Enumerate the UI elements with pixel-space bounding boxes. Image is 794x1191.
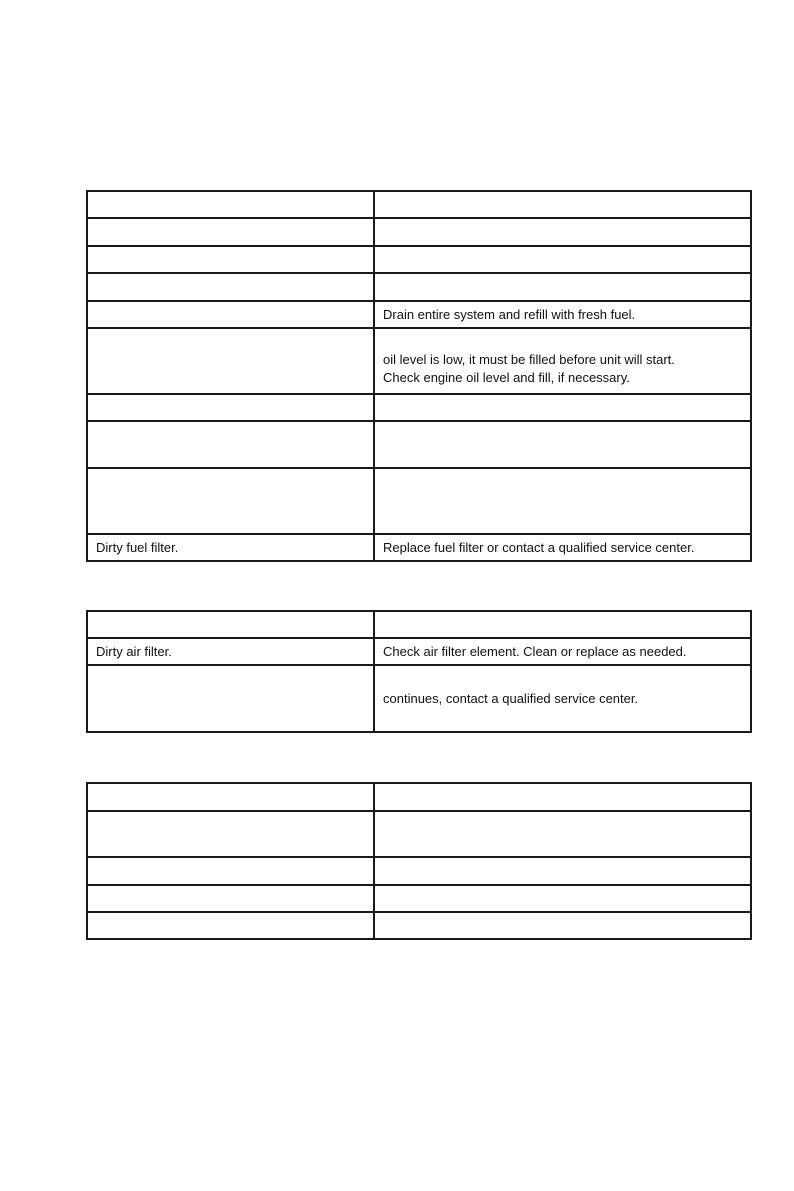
remedy-text: Replace fuel filter or contact a qualified service center. <box>383 539 695 555</box>
cause-cell <box>87 218 374 246</box>
table-row <box>87 421 751 468</box>
table-row <box>87 885 751 912</box>
cause-cell <box>87 534 374 561</box>
cause-text: Dirty air filter. <box>96 643 172 659</box>
cause-cell <box>87 394 374 421</box>
remedy-cell <box>374 273 751 301</box>
remedy-text: Drain entire system and refill with fresh fuel. <box>383 306 636 322</box>
troubleshooting-table-1 <box>86 190 752 562</box>
remedy-text: oil level is low, it must be filled before unit will start. <box>383 352 675 367</box>
table-row <box>87 246 751 273</box>
cause-cell <box>87 273 374 301</box>
troubleshooting-table-2 <box>86 610 752 733</box>
cause-cell <box>87 301 374 328</box>
remedy-text: Check engine oil level and fill, if necessary. <box>383 370 630 385</box>
cause-cell <box>87 811 374 857</box>
cause-cell <box>87 857 374 885</box>
table-row <box>87 328 751 394</box>
remedy-cell <box>374 421 751 468</box>
table-row <box>87 534 751 561</box>
cause-text: Dirty fuel filter. <box>96 539 179 555</box>
remedy-cell <box>374 468 751 534</box>
remedy-cell <box>374 811 751 857</box>
remedy-cell <box>374 611 751 638</box>
remedy-cell <box>374 783 751 811</box>
cause-cell <box>87 468 374 534</box>
cause-cell <box>87 328 374 394</box>
table-row <box>87 665 751 732</box>
cause-cell <box>87 191 374 218</box>
remedy-cell <box>374 912 751 939</box>
remedy-cell <box>374 246 751 273</box>
table-row <box>87 394 751 421</box>
table-row <box>87 301 751 328</box>
cause-cell <box>87 885 374 912</box>
remedy-cell <box>374 665 751 732</box>
table-row <box>87 218 751 246</box>
table-row <box>87 611 751 638</box>
remedy-cell <box>374 218 751 246</box>
cause-cell <box>87 912 374 939</box>
remedy-text: Check air filter element. Clean or replace as needed. <box>383 643 687 659</box>
cause-cell <box>87 421 374 468</box>
cause-cell <box>87 783 374 811</box>
remedy-cell <box>374 534 751 561</box>
remedy-cell <box>374 857 751 885</box>
remedy-text: continues, contact a qualified service center. <box>383 690 639 706</box>
table-row <box>87 811 751 857</box>
remedy-cell <box>374 328 751 394</box>
remedy-cell <box>374 301 751 328</box>
remedy-cell <box>374 885 751 912</box>
cause-cell <box>87 665 374 732</box>
table-row <box>87 273 751 301</box>
table-row <box>87 783 751 811</box>
remedy-cell <box>374 638 751 665</box>
table-row <box>87 191 751 218</box>
table-row <box>87 857 751 885</box>
cause-cell <box>87 638 374 665</box>
remedy-cell <box>374 191 751 218</box>
table-row <box>87 468 751 534</box>
troubleshooting-table-3 <box>86 782 752 940</box>
table-row <box>87 638 751 665</box>
remedy-cell <box>374 394 751 421</box>
table-row <box>87 912 751 939</box>
cause-cell <box>87 246 374 273</box>
cause-cell <box>87 611 374 638</box>
